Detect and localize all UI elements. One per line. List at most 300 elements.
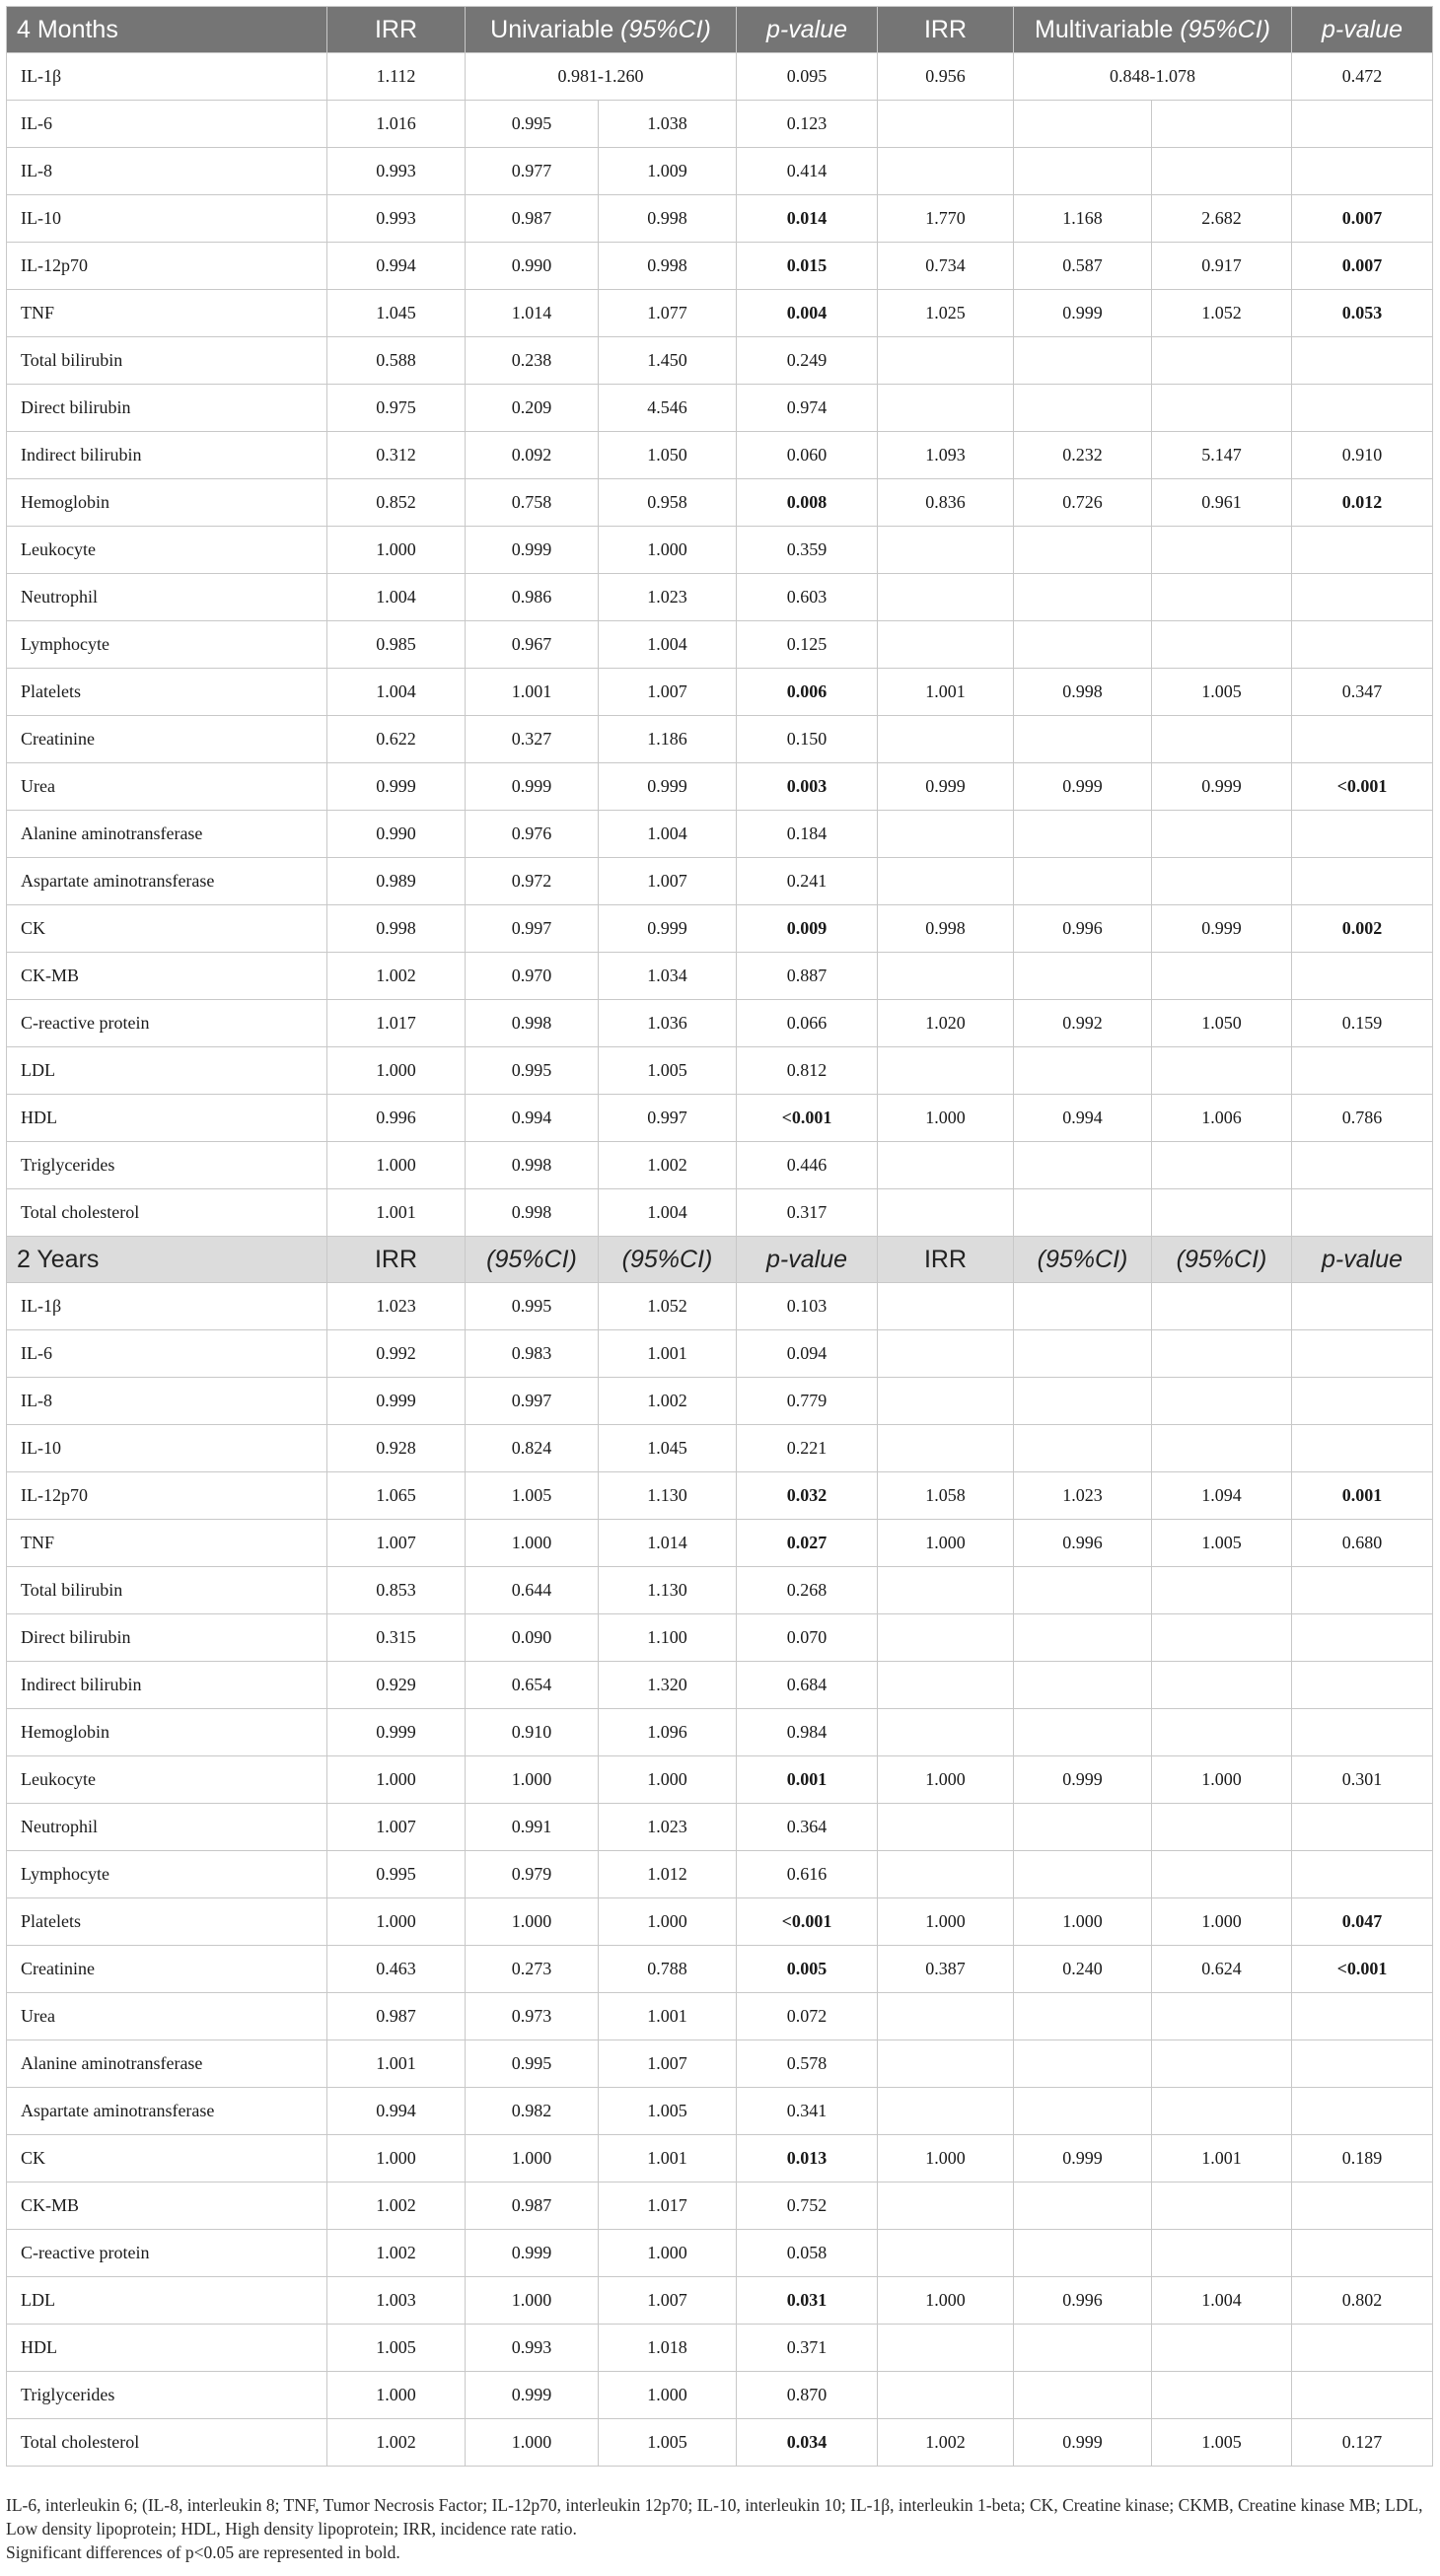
univariable-pvalue: 0.364 — [737, 1804, 878, 1851]
univariable-ci-lower: 0.758 — [466, 479, 599, 527]
univariable-ci-lower: 0.910 — [466, 1709, 599, 1756]
table-row — [7, 1047, 1433, 1095]
univariable-ci-upper: 1.005 — [599, 2419, 737, 2467]
table-row — [7, 1000, 1433, 1047]
multivariable-ci-lower: 0.999 — [1014, 1756, 1152, 1804]
univariable-ci-lower: 0.997 — [466, 1378, 599, 1425]
univariable-pvalue: 0.414 — [737, 148, 878, 195]
multivariable-ci-lower: 0.996 — [1014, 2277, 1152, 2325]
univariable-pvalue: 0.006 — [737, 669, 878, 716]
univariable-ci-upper: 1.186 — [599, 716, 737, 763]
univariable-ci-lower: 1.014 — [466, 290, 599, 337]
multivariable-irr — [878, 716, 1014, 763]
multivariable-ci-lower — [1014, 1851, 1152, 1898]
univariable-ci-lower: 1.000 — [466, 2419, 599, 2467]
univariable-pvalue: <0.001 — [737, 1095, 878, 1142]
row-label: IL-12p70 — [7, 243, 327, 290]
row-label: Creatinine — [7, 1946, 327, 1993]
univariable-irr: 1.002 — [327, 2182, 466, 2230]
row-label: Urea — [7, 763, 327, 811]
univariable-ci-lower: 0.209 — [466, 385, 599, 432]
multivariable-ci-upper — [1152, 1142, 1292, 1189]
multivariable-pvalue: 0.012 — [1292, 479, 1433, 527]
table-row — [7, 1142, 1433, 1189]
multivariable-ci-lower — [1014, 811, 1152, 858]
univariable-irr: 1.007 — [327, 1804, 466, 1851]
univariable-irr: 0.998 — [327, 905, 466, 953]
multivariable-irr — [878, 2372, 1014, 2419]
multivariable-irr — [878, 1709, 1014, 1756]
col-header-ci-lower: (95%CI) — [466, 1237, 599, 1283]
multivariable-irr: 1.093 — [878, 432, 1014, 479]
multivariable-pvalue — [1292, 385, 1433, 432]
multivariable-irr — [878, 1378, 1014, 1425]
multivariable-pvalue — [1292, 1614, 1433, 1662]
table-row — [7, 621, 1433, 669]
univariable-irr: 0.975 — [327, 385, 466, 432]
multivariable-pvalue: <0.001 — [1292, 1946, 1433, 1993]
multivariable-irr: 0.387 — [878, 1946, 1014, 1993]
table-row — [7, 811, 1433, 858]
table-row — [7, 1851, 1433, 1898]
multivariable-ci-lower — [1014, 1425, 1152, 1472]
univariable-ci-lower: 0.979 — [466, 1851, 599, 1898]
univariable-ci-upper: 1.005 — [599, 1047, 737, 1095]
univariable-pvalue: 0.005 — [737, 1946, 878, 1993]
univariable-pvalue: 0.094 — [737, 1330, 878, 1378]
univariable-ci-lower: 0.977 — [466, 148, 599, 195]
univariable-pvalue: 0.779 — [737, 1378, 878, 1425]
row-label: Total cholesterol — [7, 2419, 327, 2467]
univariable-pvalue: 0.984 — [737, 1709, 878, 1756]
univariable-irr: 1.007 — [327, 1520, 466, 1567]
table-row — [7, 763, 1433, 811]
univariable-irr: 0.989 — [327, 858, 466, 905]
row-label: CK — [7, 2135, 327, 2182]
multivariable-ci-lower: 0.996 — [1014, 1520, 1152, 1567]
table-row — [7, 2182, 1433, 2230]
univariable-pvalue: 0.103 — [737, 1283, 878, 1330]
multivariable-irr: 1.025 — [878, 290, 1014, 337]
univariable-ci-upper: 1.036 — [599, 1000, 737, 1047]
col-header-multivariable-irr: IRR — [878, 7, 1014, 53]
multivariable-ci-upper: 1.050 — [1152, 1000, 1292, 1047]
univariable-irr: 0.992 — [327, 1330, 466, 1378]
univariable-pvalue: <0.001 — [737, 1898, 878, 1946]
univariable-ci-upper: 0.998 — [599, 243, 737, 290]
multivariable-pvalue — [1292, 716, 1433, 763]
multivariable-ci-lower — [1014, 2182, 1152, 2230]
multivariable-irr — [878, 1993, 1014, 2040]
table-row — [7, 1520, 1433, 1567]
univariable-irr: 1.000 — [327, 1898, 466, 1946]
multivariable-ci-upper — [1152, 2040, 1292, 2088]
univariable-pvalue: 0.341 — [737, 2088, 878, 2135]
multivariable-irr: 1.001 — [878, 669, 1014, 716]
multivariable-irr: 1.020 — [878, 1000, 1014, 1047]
col-header-multivariable-irr: IRR — [878, 1237, 1014, 1283]
multivariable-ci-lower — [1014, 1189, 1152, 1237]
table-row — [7, 2088, 1433, 2135]
footnote-abbreviations: IL-6, interleukin 6; (IL-8, interleukin 8; TNF, Tumor Necrosis Factor; IL-12p70, interleukin 12p70; IL-10, interleukin 10; IL-1β, interleukin 1-beta; CK, Creatine kinase; CKMB, Creatine kinase MB; LDL, Low density lipoprotein; HDL, High density lipoprotein; IRR, incidence rate ratio. — [6, 2495, 1423, 2539]
univariable-ci-upper: 1.012 — [599, 1851, 737, 1898]
univariable-irr: 1.001 — [327, 1189, 466, 1237]
univariable-ci-lower: 0.998 — [466, 1189, 599, 1237]
table-row — [7, 1425, 1433, 1472]
univariable-pvalue: 0.371 — [737, 2325, 878, 2372]
univariable-ci-upper: 1.100 — [599, 1614, 737, 1662]
multivariable-irr: 1.002 — [878, 2419, 1014, 2467]
multivariable-pvalue: <0.001 — [1292, 763, 1433, 811]
univariable-pvalue: 0.317 — [737, 1189, 878, 1237]
table-row — [7, 2135, 1433, 2182]
multivariable-ci-lower: 0.726 — [1014, 479, 1152, 527]
univariable-ci-upper: 1.450 — [599, 337, 737, 385]
col-header-multivariable-ci-upper: (95%CI) — [1152, 1237, 1292, 1283]
univariable-irr: 1.001 — [327, 2040, 466, 2088]
table-row — [7, 1567, 1433, 1614]
univariable-pvalue: 0.095 — [737, 53, 878, 101]
col-header-irr: IRR — [327, 1237, 466, 1283]
multivariable-irr — [878, 2325, 1014, 2372]
univariable-ci-lower: 0.983 — [466, 1330, 599, 1378]
multivariable-irr: 1.770 — [878, 195, 1014, 243]
univariable-pvalue: 0.014 — [737, 195, 878, 243]
univariable-irr: 0.999 — [327, 1709, 466, 1756]
multivariable-pvalue: 0.802 — [1292, 2277, 1433, 2325]
multivariable-ci-upper — [1152, 527, 1292, 574]
univariable-ci-upper: 1.023 — [599, 574, 737, 621]
multivariable-pvalue: 0.472 — [1292, 53, 1433, 101]
univariable-irr: 0.985 — [327, 621, 466, 669]
univariable-ci-lower: 0.999 — [466, 2230, 599, 2277]
univariable-ci-lower: 0.991 — [466, 1804, 599, 1851]
univariable-ci-upper: 1.001 — [599, 1993, 737, 2040]
multivariable-pvalue — [1292, 811, 1433, 858]
univariable-ci-lower: 0.995 — [466, 2040, 599, 2088]
univariable-pvalue: 0.027 — [737, 1520, 878, 1567]
multivariable-ci-lower: 0.999 — [1014, 290, 1152, 337]
univariable-pvalue: 0.578 — [737, 2040, 878, 2088]
multivariable-irr: 1.000 — [878, 1898, 1014, 1946]
col-header-multivariable-ci — [1014, 7, 1292, 53]
row-label: CK-MB — [7, 2182, 327, 2230]
univariable-irr: 1.112 — [327, 53, 466, 101]
table-row — [7, 905, 1433, 953]
univariable-ci-lower: 0.990 — [466, 243, 599, 290]
univariable-irr: 0.312 — [327, 432, 466, 479]
col-header-univariable-ci-label: (95%CI) — [620, 15, 711, 43]
multivariable-pvalue — [1292, 953, 1433, 1000]
univariable-ci-lower: 0.999 — [466, 527, 599, 574]
univariable-irr: 0.994 — [327, 2088, 466, 2135]
multivariable-pvalue: 0.680 — [1292, 1520, 1433, 1567]
multivariable-pvalue — [1292, 858, 1433, 905]
multivariable-ci-upper: 1.006 — [1152, 1095, 1292, 1142]
multivariable-ci-upper: 0.624 — [1152, 1946, 1292, 1993]
multivariable-pvalue — [1292, 1993, 1433, 2040]
multivariable-ci-lower — [1014, 574, 1152, 621]
univariable-ci-lower: 0.970 — [466, 953, 599, 1000]
multivariable-ci-upper: 5.147 — [1152, 432, 1292, 479]
multivariable-ci-lower — [1014, 2325, 1152, 2372]
univariable-pvalue: 0.268 — [737, 1567, 878, 1614]
univariable-pvalue: 0.015 — [737, 243, 878, 290]
multivariable-irr: 1.000 — [878, 1520, 1014, 1567]
univariable-irr: 1.000 — [327, 527, 466, 574]
univariable-pvalue: 0.008 — [737, 479, 878, 527]
row-label: Hemoglobin — [7, 479, 327, 527]
univariable-pvalue: 0.887 — [737, 953, 878, 1000]
multivariable-ci-lower — [1014, 1142, 1152, 1189]
univariable-pvalue: 0.009 — [737, 905, 878, 953]
multivariable-ci-lower — [1014, 2230, 1152, 2277]
row-label: CK-MB — [7, 953, 327, 1000]
multivariable-ci-upper — [1152, 1709, 1292, 1756]
multivariable-irr — [878, 337, 1014, 385]
univariable-ci-upper: 1.045 — [599, 1425, 737, 1472]
univariable-ci-lower: 0.824 — [466, 1425, 599, 1472]
footnote-significance: Significant differences of p<0.05 are represented in bold. — [6, 2542, 400, 2562]
univariable-pvalue: 0.004 — [737, 290, 878, 337]
multivariable-pvalue: 0.047 — [1292, 1898, 1433, 1946]
multivariable-ci-upper — [1152, 1378, 1292, 1425]
multivariable-pvalue — [1292, 2040, 1433, 2088]
univariable-irr: 1.004 — [327, 574, 466, 621]
row-label: IL-8 — [7, 148, 327, 195]
univariable-pvalue: 0.123 — [737, 101, 878, 148]
univariable-ci-lower: 1.005 — [466, 1472, 599, 1520]
multivariable-ci-upper — [1152, 811, 1292, 858]
multivariable-ci-lower: 0.992 — [1014, 1000, 1152, 1047]
multivariable-ci-upper — [1152, 2372, 1292, 2419]
table-row — [7, 1472, 1433, 1520]
multivariable-irr — [878, 148, 1014, 195]
row-label: LDL — [7, 2277, 327, 2325]
col-header-univariable-ci — [466, 7, 737, 53]
multivariable-irr — [878, 1804, 1014, 1851]
univariable-ci-upper: 1.050 — [599, 432, 737, 479]
univariable-irr: 0.315 — [327, 1614, 466, 1662]
multivariable-pvalue — [1292, 574, 1433, 621]
table-row — [7, 1709, 1433, 1756]
table-row — [7, 195, 1433, 243]
row-label: IL-6 — [7, 101, 327, 148]
multivariable-ci-upper: 1.005 — [1152, 1520, 1292, 1567]
univariable-pvalue: 0.031 — [737, 2277, 878, 2325]
univariable-pvalue: 0.870 — [737, 2372, 878, 2419]
table-row — [7, 1993, 1433, 2040]
col-header-multivariable-pvalue: p-value — [1292, 1237, 1433, 1283]
univariable-irr: 1.065 — [327, 1472, 466, 1520]
univariable-ci-upper: 1.007 — [599, 669, 737, 716]
multivariable-ci-lower — [1014, 101, 1152, 148]
multivariable-irr — [878, 1142, 1014, 1189]
multivariable-ci-lower — [1014, 385, 1152, 432]
univariable-ci-lower: 0.993 — [466, 2325, 599, 2372]
section-title: 4 Months — [7, 7, 327, 53]
row-label: IL-1β — [7, 1283, 327, 1330]
univariable-irr: 1.004 — [327, 669, 466, 716]
table-row — [7, 2419, 1433, 2467]
univariable-ci-lower: 0.998 — [466, 1000, 599, 1047]
univariable-irr: 0.622 — [327, 716, 466, 763]
multivariable-ci-upper — [1152, 1425, 1292, 1472]
multivariable-ci-lower: 1.023 — [1014, 1472, 1152, 1520]
multivariable-irr: 0.999 — [878, 763, 1014, 811]
univariable-irr: 0.993 — [327, 195, 466, 243]
univariable-ci-lower: 0.986 — [466, 574, 599, 621]
table-row — [7, 1189, 1433, 1237]
univariable-ci-upper: 4.546 — [599, 385, 737, 432]
multivariable-ci-upper: 1.094 — [1152, 1472, 1292, 1520]
univariable-pvalue: 0.058 — [737, 2230, 878, 2277]
univariable-ci-upper: 1.001 — [599, 2135, 737, 2182]
table-row — [7, 1662, 1433, 1709]
section-title: 2 Years — [7, 1237, 327, 1283]
univariable-irr: 1.002 — [327, 953, 466, 1000]
multivariable-pvalue — [1292, 1851, 1433, 1898]
univariable-ci-upper: 1.018 — [599, 2325, 737, 2372]
multivariable-pvalue — [1292, 2230, 1433, 2277]
row-label: Alanine aminotransferase — [7, 811, 327, 858]
multivariable-ci-upper: 0.917 — [1152, 243, 1292, 290]
multivariable-ci-lower: 0.999 — [1014, 2419, 1152, 2467]
multivariable-ci-lower — [1014, 1047, 1152, 1095]
univariable-pvalue: 0.359 — [737, 527, 878, 574]
multivariable-pvalue: 0.910 — [1292, 432, 1433, 479]
table-row — [7, 574, 1433, 621]
univariable-ci-lower: 0.273 — [466, 1946, 599, 1993]
multivariable-pvalue: 0.347 — [1292, 669, 1433, 716]
multivariable-pvalue: 0.001 — [1292, 1472, 1433, 1520]
multivariable-pvalue — [1292, 2088, 1433, 2135]
univariable-ci-upper: 1.001 — [599, 1330, 737, 1378]
multivariable-ci-lower — [1014, 1567, 1152, 1614]
univariable-ci-upper: 1.000 — [599, 1756, 737, 1804]
univariable-ci-lower: 0.973 — [466, 1993, 599, 2040]
col-header-multivariable-label: Multivariable — [1035, 15, 1181, 43]
table-row — [7, 953, 1433, 1000]
table-row — [7, 669, 1433, 716]
multivariable-pvalue — [1292, 1709, 1433, 1756]
multivariable-ci-upper — [1152, 1189, 1292, 1237]
multivariable-irr: 0.734 — [878, 243, 1014, 290]
table-row — [7, 1898, 1433, 1946]
univariable-ci-upper: 1.009 — [599, 148, 737, 195]
multivariable-irr: 0.836 — [878, 479, 1014, 527]
col-header-multivariable-pvalue: p-value — [1292, 7, 1433, 53]
multivariable-ci-lower — [1014, 1283, 1152, 1330]
multivariable-irr — [878, 2088, 1014, 2135]
multivariable-ci-lower — [1014, 1378, 1152, 1425]
table-row — [7, 432, 1433, 479]
multivariable-ci-lower: 0.998 — [1014, 669, 1152, 716]
univariable-ci-upper: 0.998 — [599, 195, 737, 243]
table-row — [7, 101, 1433, 148]
table-row — [7, 716, 1433, 763]
univariable-pvalue: 0.060 — [737, 432, 878, 479]
row-label: Creatinine — [7, 716, 327, 763]
multivariable-ci-lower — [1014, 1993, 1152, 2040]
multivariable-ci-upper — [1152, 1993, 1292, 2040]
multivariable-ci-upper: 1.052 — [1152, 290, 1292, 337]
univariable-ci-lower: 0.238 — [466, 337, 599, 385]
univariable-ci-upper: 1.000 — [599, 2230, 737, 2277]
multivariable-pvalue — [1292, 101, 1433, 148]
table-row — [7, 1330, 1433, 1378]
univariable-ci-upper: 1.034 — [599, 953, 737, 1000]
multivariable-pvalue — [1292, 1189, 1433, 1237]
univariable-ci-lower: 0.090 — [466, 1614, 599, 1662]
table-row — [7, 1946, 1433, 1993]
row-label: Urea — [7, 1993, 327, 2040]
univariable-irr: 1.003 — [327, 2277, 466, 2325]
multivariable-ci-lower: 0.240 — [1014, 1946, 1152, 1993]
univariable-pvalue: 0.974 — [737, 385, 878, 432]
univariable-pvalue: 0.003 — [737, 763, 878, 811]
row-label: Hemoglobin — [7, 1709, 327, 1756]
univariable-ci-upper: 1.002 — [599, 1142, 737, 1189]
table-row — [7, 53, 1433, 101]
multivariable-irr — [878, 1283, 1014, 1330]
univariable-pvalue: 0.001 — [737, 1756, 878, 1804]
univariable-irr: 1.000 — [327, 2372, 466, 2419]
table-row — [7, 479, 1433, 527]
row-label: Lymphocyte — [7, 1851, 327, 1898]
multivariable-ci-upper — [1152, 337, 1292, 385]
multivariable-pvalue — [1292, 1378, 1433, 1425]
multivariable-ci-upper — [1152, 716, 1292, 763]
multivariable-pvalue: 0.127 — [1292, 2419, 1433, 2467]
col-header-ci-upper: (95%CI) — [599, 1237, 737, 1283]
row-label: Leukocyte — [7, 527, 327, 574]
table-row — [7, 1756, 1433, 1804]
irr-table-container — [6, 6, 1432, 2467]
multivariable-pvalue: 0.002 — [1292, 905, 1433, 953]
univariable-ci-upper: 0.999 — [599, 763, 737, 811]
univariable-ci-lower: 0.997 — [466, 905, 599, 953]
univariable-ci-upper: 1.130 — [599, 1567, 737, 1614]
univariable-irr: 0.994 — [327, 243, 466, 290]
univariable-ci-upper: 1.017 — [599, 2182, 737, 2230]
row-label: Alanine aminotransferase — [7, 2040, 327, 2088]
multivariable-ci-upper — [1152, 385, 1292, 432]
multivariable-pvalue — [1292, 2372, 1433, 2419]
row-label: Direct bilirubin — [7, 385, 327, 432]
multivariable-ci-upper — [1152, 2182, 1292, 2230]
univariable-irr: 0.995 — [327, 1851, 466, 1898]
multivariable-ci-lower: 0.232 — [1014, 432, 1152, 479]
univariable-pvalue: 0.066 — [737, 1000, 878, 1047]
univariable-ci-upper: 1.002 — [599, 1378, 737, 1425]
row-label: Total bilirubin — [7, 337, 327, 385]
univariable-ci-upper: 1.096 — [599, 1709, 737, 1756]
multivariable-pvalue — [1292, 1567, 1433, 1614]
multivariable-ci-lower — [1014, 337, 1152, 385]
univariable-ci-lower: 0.327 — [466, 716, 599, 763]
multivariable-pvalue: 0.053 — [1292, 290, 1433, 337]
multivariable-irr — [878, 1662, 1014, 1709]
multivariable-pvalue — [1292, 2182, 1433, 2230]
univariable-pvalue: 0.616 — [737, 1851, 878, 1898]
univariable-irr: 1.000 — [327, 1142, 466, 1189]
univariable-irr: 0.987 — [327, 1993, 466, 2040]
univariable-pvalue: 0.249 — [737, 337, 878, 385]
univariable-ci-upper: 1.004 — [599, 1189, 737, 1237]
multivariable-ci-upper: 2.682 — [1152, 195, 1292, 243]
multivariable-pvalue — [1292, 1425, 1433, 1472]
